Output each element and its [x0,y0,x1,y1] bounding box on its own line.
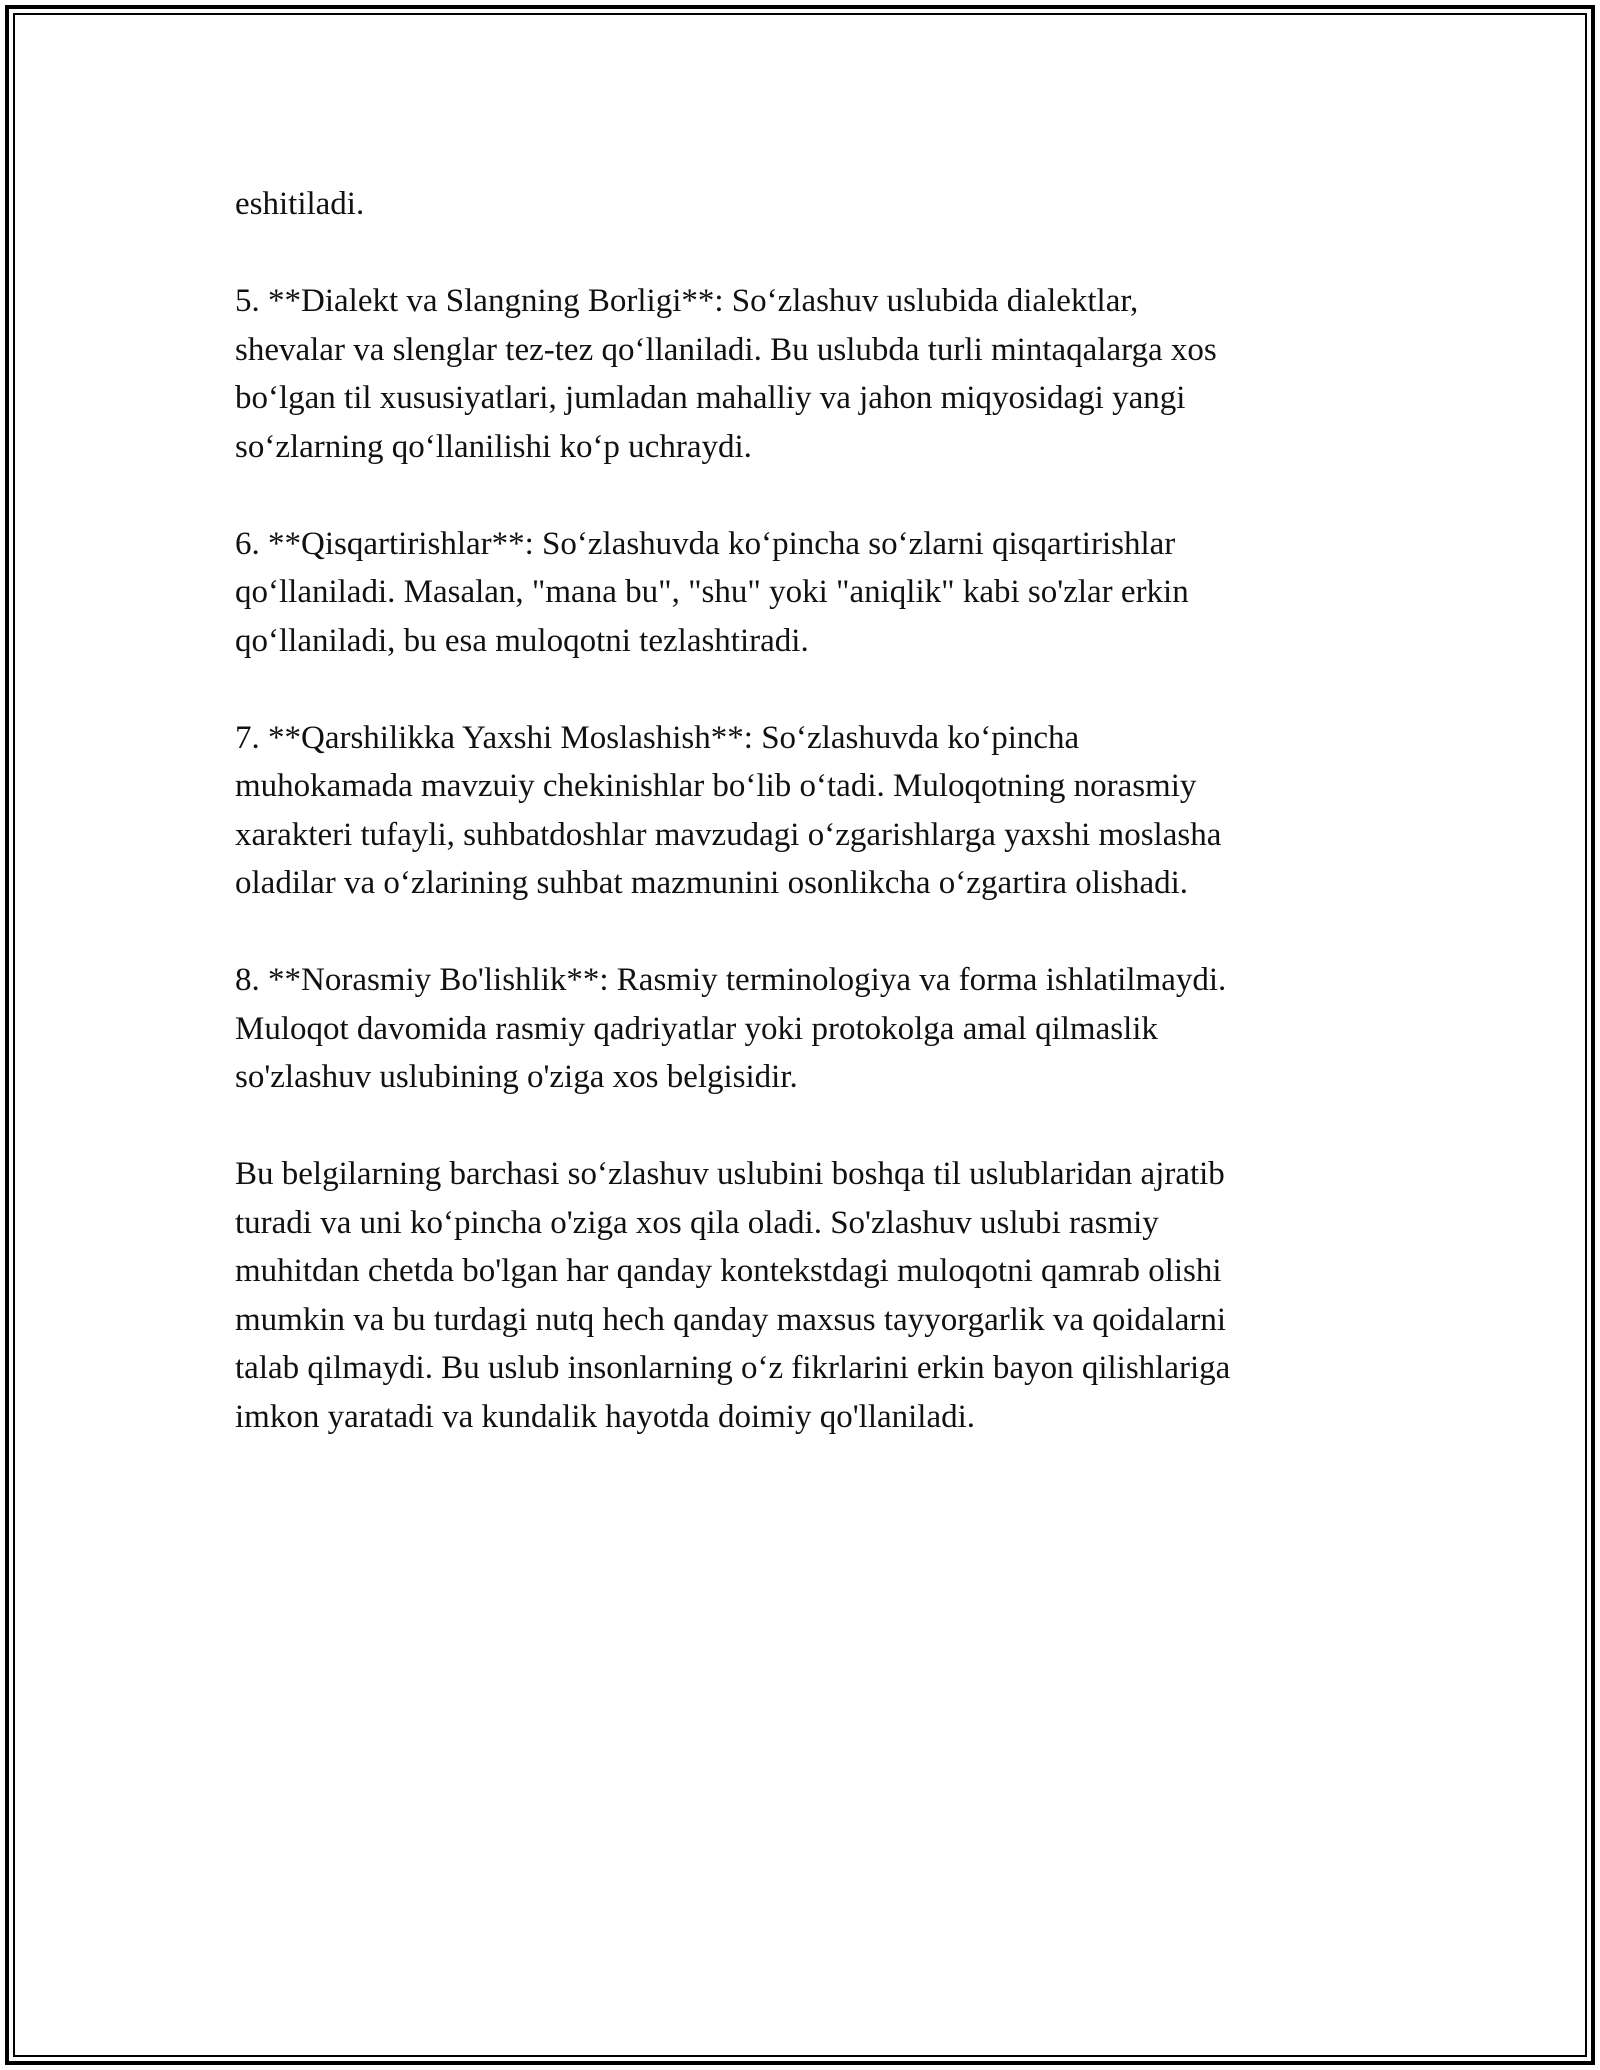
paragraph-conclusion: Bu belgilarning barchasi so‘zlashuv uslubini boshqa til uslublaridan ajratib turadi va uni ko‘pincha o'ziga xos qila oladi. So'zlashuv uslubi rasmiy muhitdan chetda bo'lgan har qanday kontekstdagi muloqotni qamrab olishi mumkin va bu turdagi nutq hech qanday maxsus tayyorgarlik va qoidalarni talab qilmaydi. Bu uslub insonlarning o‘z fikrlarini erkin bayon qilishlariga imkon yaratadi va kundalik hayotda doimiy qo'llaniladi. [235,1156,1231,1435]
document-body [235,180,1385,1490]
paragraph-item-8-informality: 8. **Norasmiy Bo'lishlik**: Rasmiy terminologiya va forma ishlatilmaydi. Muloqot davomida rasmiy qadriyatlar yoki protokolga amal qilmaslik so'zlashuv uslubining o'ziga xos belgisidir. [235,962,1227,1095]
paragraph-item-5-dialect: 5. **Dialekt va Slangning Borligi**: So‘zlashuv uslubida dialektlar, shevalar va slenglar tez-tez qo‘llaniladi. Bu uslubda turli mintaqalarga xos bo‘lgan til xususiyatlari, jumladan mahalliy va jahon miqyosidagi yangi so‘zlarning qo‘llanilishi ko‘p uchraydi. [235,283,1217,465]
paragraph-continuation: eshitiladi. [235,186,365,222]
paragraph-item-7-adaptation: 7. **Qarshilikka Yaxshi Moslashish**: So‘zlashuvda ko‘pincha muhokamada mavzuiy chekinishlar bo‘lib o‘tadi. Muloqotning norasmiy xarakteri tufayli, suhbatdoshlar mavzudagi o‘zgarishlarga yaxshi moslasha oladilar va o‘zlarining suhbat mazmunini osonlikcha o‘zgartira olishadi. [235,719,1222,901]
paragraph-item-6-abbreviations: 6. **Qisqartirishlar**: So‘zlashuvda ko‘pincha so‘zlarni qisqartirishlar qo‘llaniladi. Masalan, "mana bu", "shu" yoki "aniqlik" kabi so'zlar erkin qo‘llaniladi, bu esa muloqotni tezlashtiradi. [235,525,1189,659]
